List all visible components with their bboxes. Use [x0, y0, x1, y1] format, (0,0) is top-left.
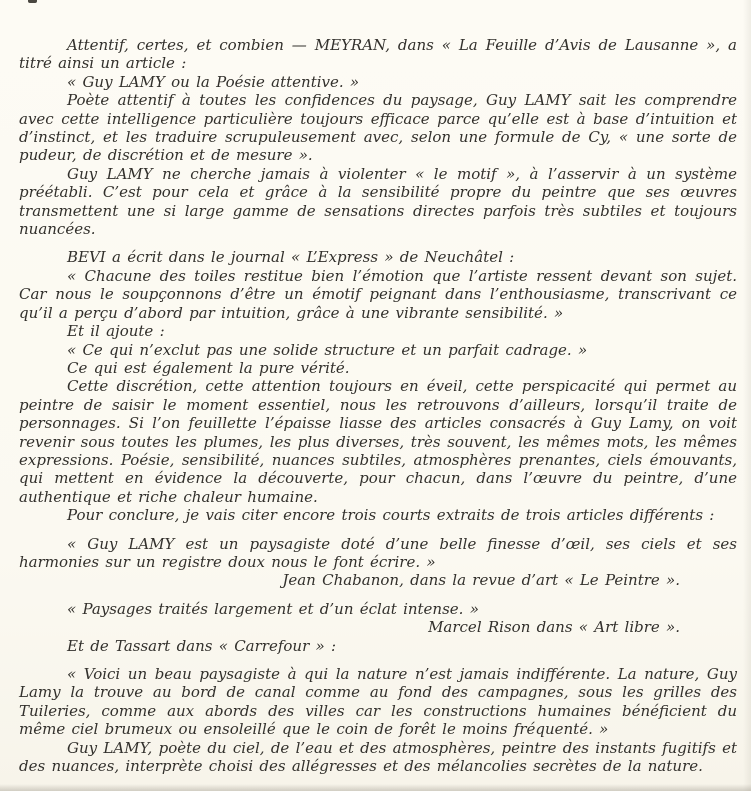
paragraph-tassart-intro: Et de Tassart dans « Carrefour » :: [67, 636, 337, 655]
paragraph-le-motif: Guy LAMY ne cherche jamais à violenter « le motif », à l’asservir à un système préétabli. C’est pour cela et grâce à la sensibilité propre du peintre que ses œuvres transmettent une si large gamme de sensations directes parfois très subtiles et toujours nuancées.: [19, 164, 737, 239]
attribution-marcel-rison: Marcel Rison dans « Art libre ».: [428, 618, 680, 637]
quote-chacune-des-toiles: « Chacune des toiles restitue bien l’émotion que l’artiste ressent devant son sujet. Car nous le soupçonnons d’être un émotif peignant dans l’enthousiasme, transcrivant ce qu’il a perçu d’abord par intuition, grâce à une vibrante sensibilité. »: [19, 266, 737, 322]
quote-solide-structure: « Ce qui n’exclut pas une solide structure et un parfait cadrage. »: [67, 340, 588, 359]
scan-artifact-right-shade: [743, 0, 751, 791]
quote-paysagiste-finesse: « Guy LAMY est un paysagiste doté d’une belle finesse d’œil, ses ciels et ses harmonies sur un registre doux nous le font écrire. »: [19, 534, 737, 571]
attribution-jean-chabanon: Jean Chabanon, dans la revue d’art « Le Peintre ».: [282, 571, 680, 590]
paragraph-poete-attentif: Poète attentif à toutes les confidences du paysage, Guy LAMY sait les comprendre avec cette intelligence particulière toujours efficace parce qu’elle est à base d’intuition et d’instinct, et les traduire scrupuleusement avec, selon une formule de Cy, « une sorte de pudeur, de discrétion et de mesure ».: [19, 91, 737, 165]
paragraph-et-il-ajoute: Et il ajoute :: [67, 322, 165, 341]
paragraph-pure-verite: Ce qui est également la pure vérité.: [67, 358, 350, 377]
quote-voici-un-beau-paysagiste: « Voici un beau paysagiste à qui la nature n’est jamais indifférente. La nature, Guy Lamy la trouve au bord de canal comme au fond des campagnes, sous les grilles des Tuileries, comme aux abords des villes car les constructions humaines bénéficient du même ciel brumeux ou ensoleillé que le coin de forêt le moins fréquenté. »: [19, 665, 737, 739]
scan-artifact-bottom-shadow: [0, 784, 751, 791]
paragraph-pour-conclure: Pour conclure, je vais citer encore trois courts extraits de trois articles différents :: [67, 506, 715, 525]
article-title-quote: « Guy LAMY ou la Poésie attentive. »: [67, 72, 360, 91]
paragraph-bevi-intro: BEVI a écrit dans le journal « L’Express » de Neuchâtel :: [67, 248, 515, 267]
scan-artifact-speck: [28, 0, 37, 3]
paragraph-conclusion-poete-du-ciel: Guy LAMY, poète du ciel, de l’eau et des atmosphères, peintre des instants fugitifs et des nuances, interprète choisi des allégresses et des mélancolies secrètes de la nature.: [19, 738, 737, 776]
quote-paysages-traites: « Paysages traités largement et d’un éclat intense. »: [67, 599, 479, 618]
paragraph-intro-meyran: Attentif, certes, et combien — MEYRAN, dans « La Feuille d’Avis de Lausanne », a titré ainsi un article :: [19, 36, 737, 73]
paragraph-cette-discretion: Cette discrétion, cette attention toujours en éveil, cette perspicacité qui permet au peintre de saisir le moment essentiel, nous les retrouvons d’ailleurs, lorsqu’il traite de personnages. Si l’on feuillette l’épaisse liasse des articles consacrés à Guy Lamy, on voit revenir sous toutes les plumes, les plus diverses, très souvent, les mêmes mots, les mêmes expressions. Poésie, sensibilité, nuances subtiles, atmosphères prenantes, ciels émouvants, qui mettent en évidence la découverte, pour chacun, dans l’œuvre du peintre, d’une authentique et riche chaleur humaine.: [19, 377, 737, 506]
